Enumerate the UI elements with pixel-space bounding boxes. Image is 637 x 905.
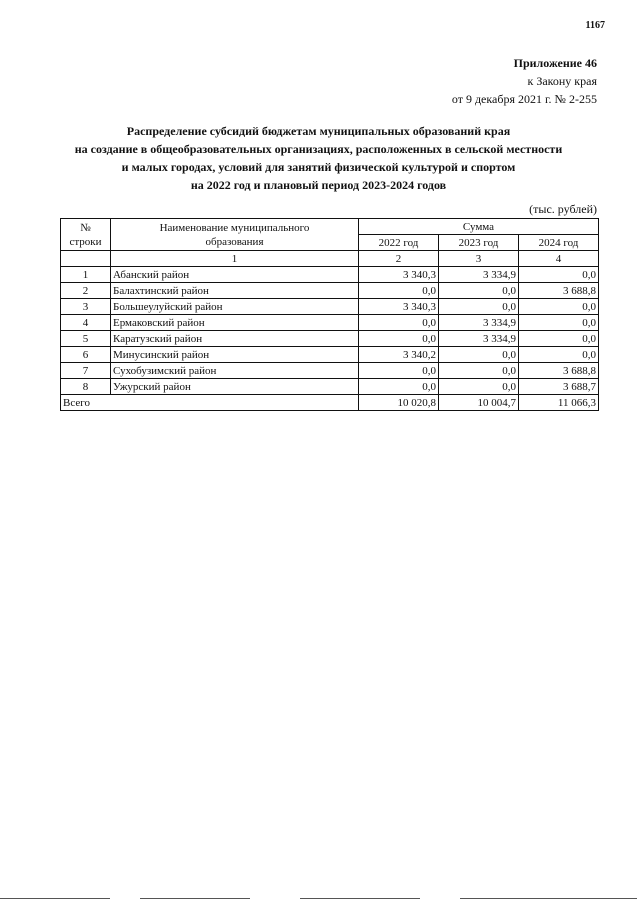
municipality-name: Минусинский район — [111, 347, 359, 363]
municipality-name: Сухобузимский район — [111, 363, 359, 379]
header-row-number: № строки — [61, 219, 111, 251]
column-number: 2 — [359, 251, 439, 267]
header-year-2023: 2023 год — [439, 235, 519, 251]
amount-2022: 0,0 — [359, 283, 439, 299]
row-number: 5 — [61, 331, 111, 347]
table-row — [61, 363, 599, 379]
appendix-law-ref: к Закону края — [527, 74, 597, 88]
amount-2022: 0,0 — [359, 331, 439, 347]
total-row — [61, 395, 599, 411]
table-row — [61, 379, 599, 395]
row-number: 8 — [61, 379, 111, 395]
table-row — [61, 267, 599, 283]
amount-2023: 3 334,9 — [439, 267, 519, 283]
title-line: и малых городах, условий для занятий физической культурой и спортом — [121, 160, 516, 174]
municipality-name: Ужурский район — [111, 379, 359, 395]
amount-2022: 3 340,3 — [359, 299, 439, 315]
units-label: (тыс. рублей) — [529, 202, 597, 216]
table-row — [61, 283, 599, 299]
column-number: 3 — [439, 251, 519, 267]
amount-2024: 3 688,8 — [519, 283, 599, 299]
table-row — [61, 299, 599, 315]
amount-2024: 0,0 — [519, 331, 599, 347]
appendix-title: Приложение 46 — [513, 56, 597, 70]
footer-rule — [140, 898, 250, 899]
table-row — [61, 315, 599, 331]
amount-2024: 0,0 — [519, 299, 599, 315]
amount-2022: 0,0 — [359, 315, 439, 331]
row-number: 7 — [61, 363, 111, 379]
column-number: 1 — [111, 251, 359, 267]
amount-2022: 3 340,2 — [359, 347, 439, 363]
amount-2023: 0,0 — [439, 347, 519, 363]
amount-2022: 0,0 — [359, 363, 439, 379]
title-line: Распределение субсидий бюджетам муниципальных образований края — [126, 124, 511, 138]
appendix-date: от 9 декабря 2021 г. № 2-255 — [451, 92, 597, 106]
row-number: 4 — [61, 315, 111, 331]
row-number: 3 — [61, 299, 111, 315]
total-2024: 11 066,3 — [519, 395, 599, 411]
table-body — [61, 267, 599, 395]
row-number: 2 — [61, 283, 111, 299]
header-year-2024: 2024 год — [519, 235, 599, 251]
amount-2024: 0,0 — [519, 315, 599, 331]
amount-2022: 0,0 — [359, 379, 439, 395]
table-row — [61, 331, 599, 347]
row-number: 1 — [61, 267, 111, 283]
row-number: 6 — [61, 347, 111, 363]
column-number-empty — [61, 251, 111, 267]
title-line: на 2022 год и плановый период 2023-2024 годов — [190, 178, 447, 192]
total-2022: 10 020,8 — [359, 395, 439, 411]
title-line: на создание в общеобразовательных организациях, расположенных в сельской местности — [74, 142, 563, 156]
municipality-name: Каратузский район — [111, 331, 359, 347]
footer-rule — [0, 898, 110, 899]
table-row — [61, 347, 599, 363]
amount-2023: 3 334,9 — [439, 331, 519, 347]
header-year-2022: 2022 год — [359, 235, 439, 251]
amount-2024: 3 688,8 — [519, 363, 599, 379]
municipality-name: Ермаковский район — [111, 315, 359, 331]
header-sum: Сумма — [359, 219, 599, 235]
amount-2022: 3 340,3 — [359, 267, 439, 283]
document-title — [40, 122, 597, 194]
appendix-block — [452, 54, 597, 108]
amount-2023: 0,0 — [439, 299, 519, 315]
column-numbers-row — [61, 251, 599, 267]
footer-rule — [460, 898, 637, 899]
subsidy-table — [60, 218, 599, 411]
amount-2023: 0,0 — [439, 363, 519, 379]
amount-2024: 0,0 — [519, 267, 599, 283]
page-number: 1167 — [585, 20, 605, 31]
total-label: Всего — [61, 395, 359, 411]
amount-2023: 0,0 — [439, 379, 519, 395]
total-2023: 10 004,7 — [439, 395, 519, 411]
municipality-name: Балахтинский район — [111, 283, 359, 299]
column-number: 4 — [519, 251, 599, 267]
footer-rule — [300, 898, 420, 899]
amount-2024: 0,0 — [519, 347, 599, 363]
header-municipality: Наименование муниципального образования — [111, 219, 359, 251]
municipality-name: Большеулуйский район — [111, 299, 359, 315]
table-header-row — [61, 219, 599, 235]
municipality-name: Абанский район — [111, 267, 359, 283]
amount-2024: 3 688,7 — [519, 379, 599, 395]
amount-2023: 0,0 — [439, 283, 519, 299]
amount-2023: 3 334,9 — [439, 315, 519, 331]
